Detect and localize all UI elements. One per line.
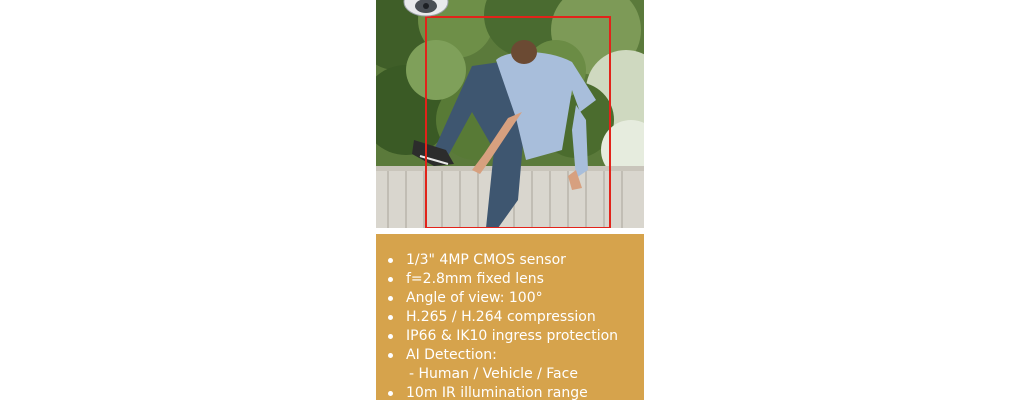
bullet-icon (388, 334, 393, 339)
spec-item-lens (376, 270, 644, 289)
spec-item-angle (376, 289, 644, 308)
spec-panel (376, 234, 644, 400)
intruder-detection-photo (376, 0, 644, 228)
spec-text: 1/3" 4MP CMOS sensor (406, 252, 566, 268)
spec-item-sensor (376, 251, 644, 270)
spec-item-ai-detection (376, 346, 644, 365)
spec-list (376, 251, 644, 400)
spec-text: - Human / Vehicle / Face (409, 366, 578, 382)
spec-text: H.265 / H.264 compression (406, 309, 596, 325)
spec-item-protection (376, 327, 644, 346)
bullet-icon (388, 296, 393, 301)
photo-illustration (376, 0, 644, 228)
spec-text: AI Detection: (406, 347, 497, 363)
spec-text: IP66 & IK10 ingress protection (406, 328, 619, 344)
spec-item-ir-range (376, 384, 644, 400)
bullet-icon (388, 258, 393, 263)
spec-text: f=2.8mm fixed lens (406, 271, 544, 287)
spec-item-compression (376, 308, 644, 327)
spec-subitem-detection-types (376, 365, 644, 384)
bullet-icon (388, 315, 393, 320)
bullet-icon (388, 391, 393, 396)
spec-text: Angle of view: 100° (406, 290, 543, 306)
bullet-icon (388, 353, 393, 358)
spec-text: 10m IR illumination range (406, 385, 588, 400)
bullet-icon (388, 277, 393, 282)
